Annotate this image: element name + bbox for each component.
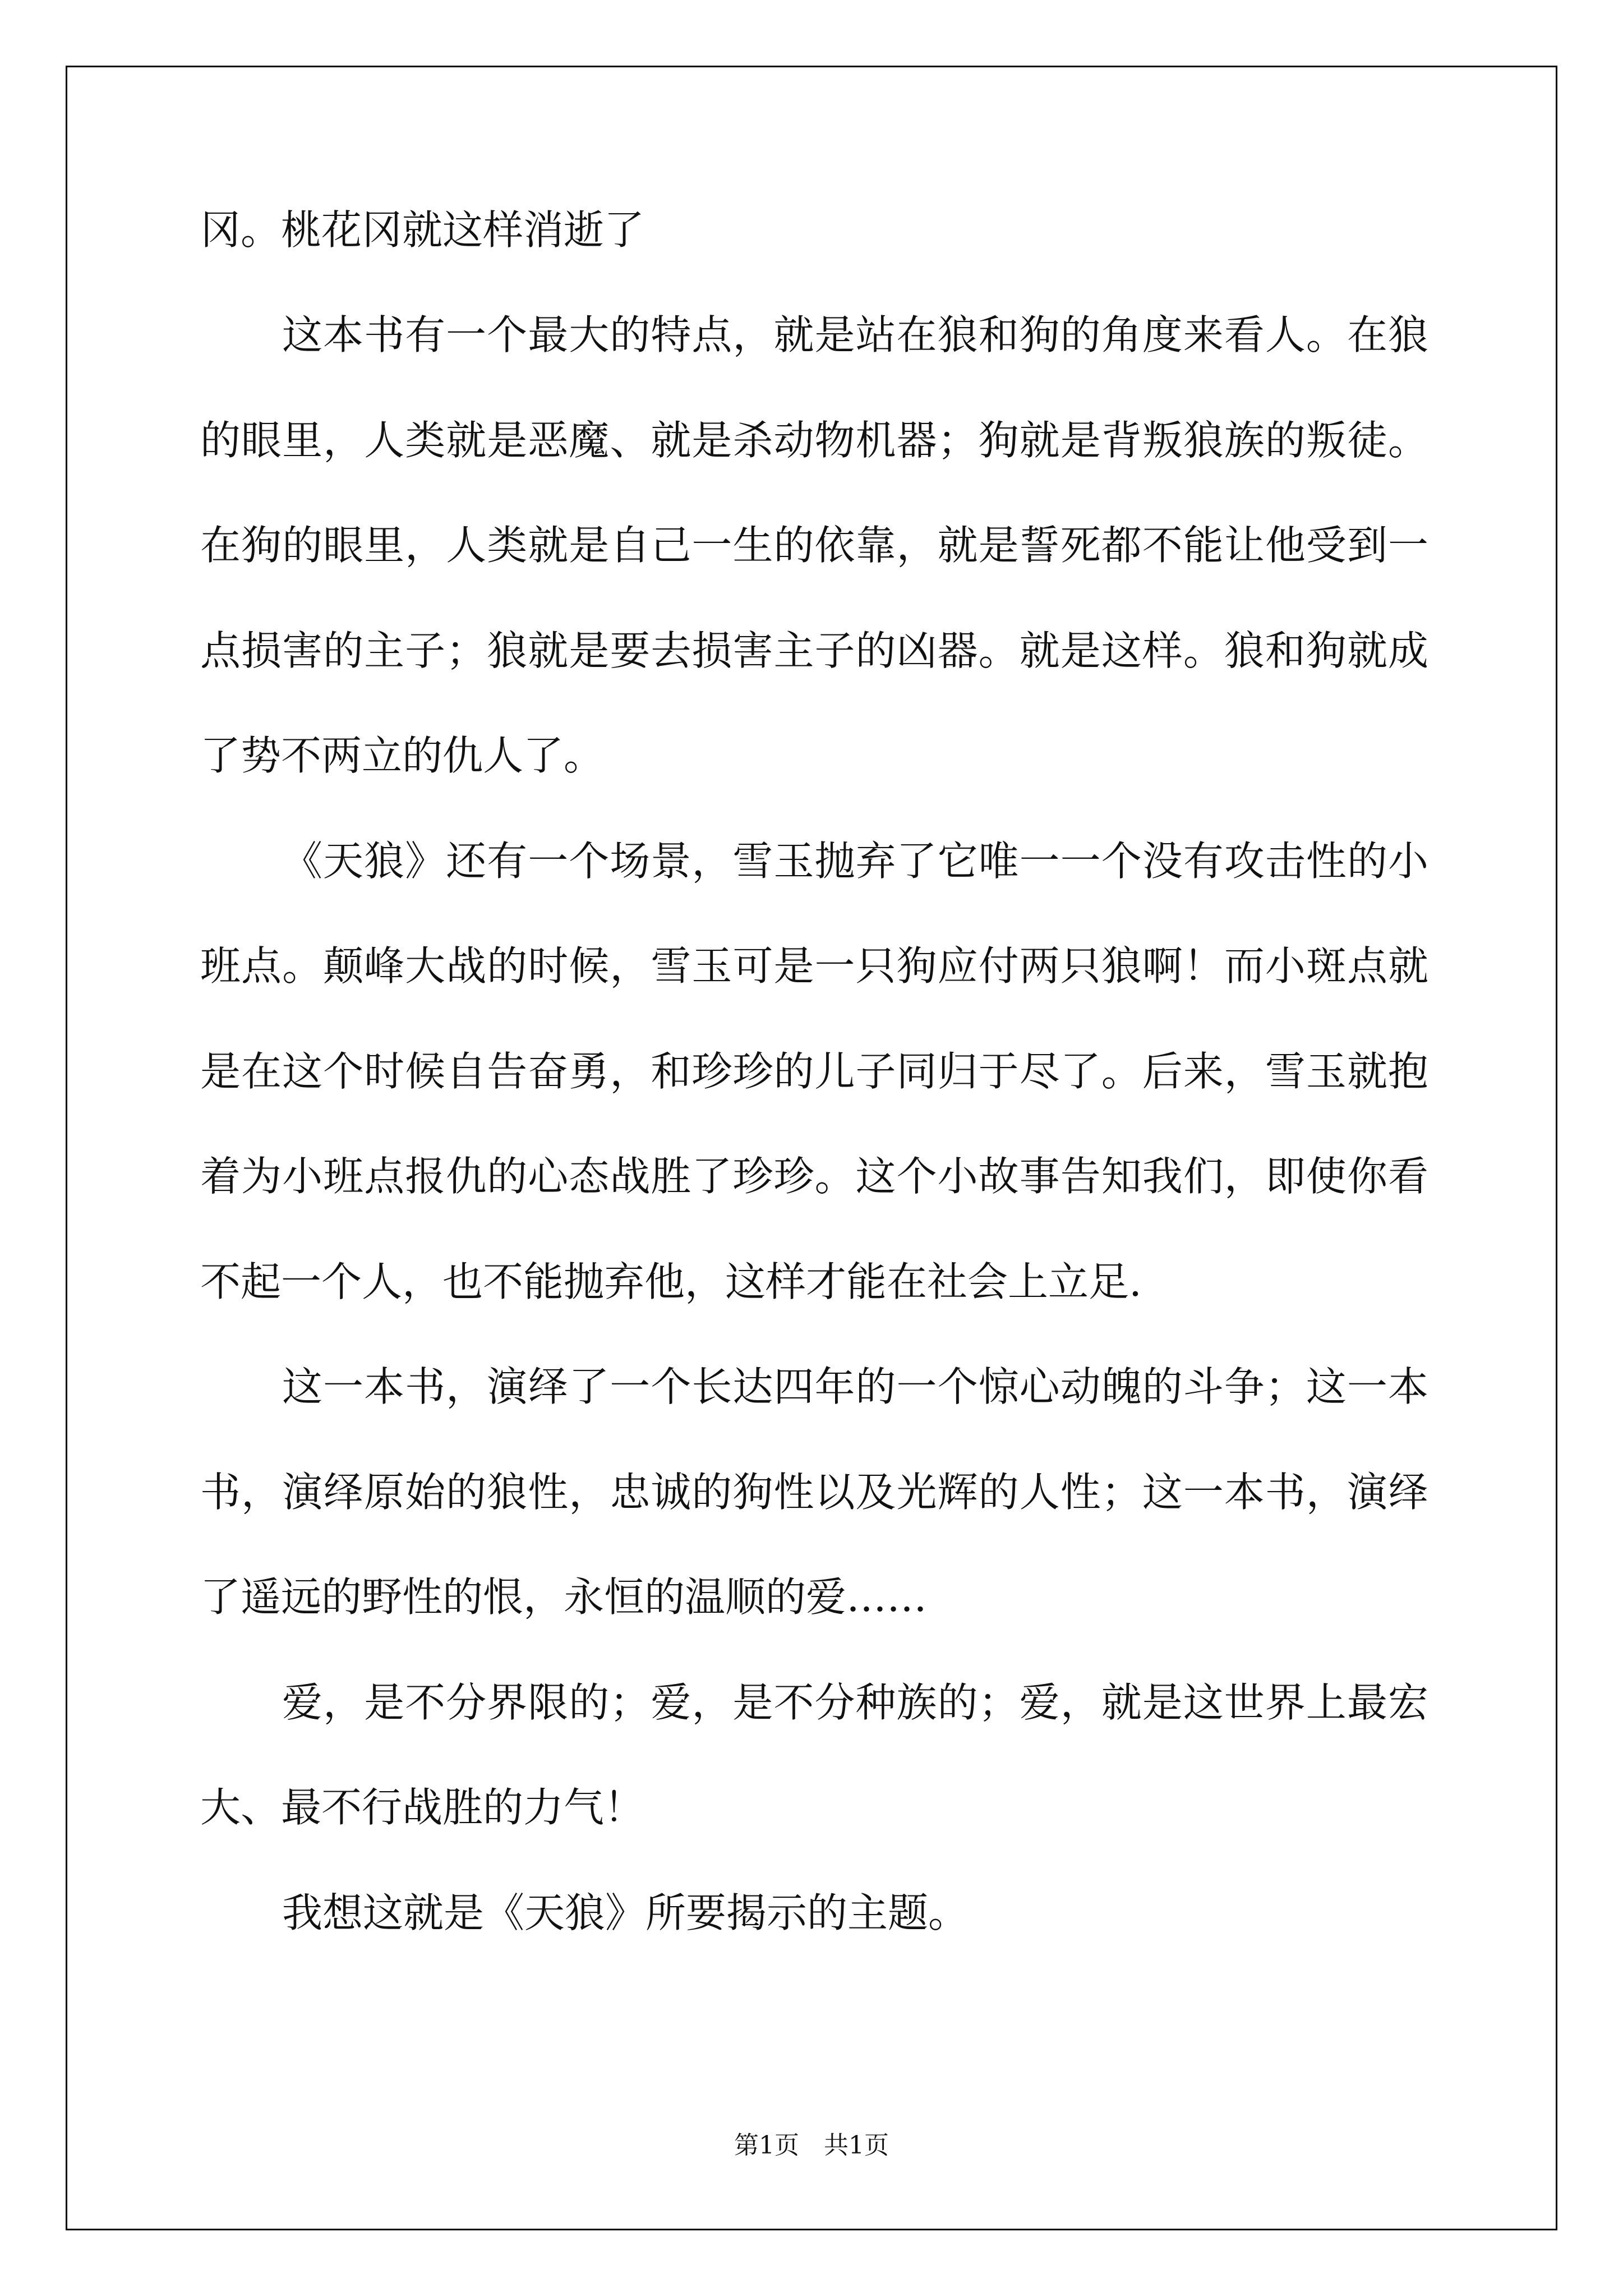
paragraph-first-line: 爱，是不分界限的；爱，是不分种族的；爱，就是这世界上最宏 — [282, 1679, 1428, 1726]
text-line: 不起一个人，也不能抛弃他，这样才能在社会上立足. — [200, 1258, 1142, 1305]
paragraph-first-line: 我想这就是《天狼》所要揭示的主题。 — [282, 1889, 969, 1936]
text-line: 冈。桃花冈就这样消逝了 — [200, 206, 645, 254]
paragraph-first-line: 这一本书，演绎了一个长达四年的一个惊心动魄的斗争；这一本 — [282, 1363, 1428, 1410]
paragraph-first-line: 《天狼》还有一个场景，雪玉抛弃了它唯一一个没有攻击性的小 — [282, 838, 1428, 885]
paragraph-first-line: 这本书有一个最大的特点，就是站在狼和狗的角度来看人。在狼 — [282, 311, 1428, 358]
text-line: 着为小班点报仇的心态战胜了珍珍。这个小故事告知我们，即使你看 — [200, 1153, 1428, 1200]
text-line: 了势不两立的仇人了。 — [200, 732, 605, 779]
page-number-footer: 第1页 共1页 — [734, 2131, 889, 2160]
text-line: 在狗的眼里，人类就是自己一生的依靠，就是誓死都不能让他受到一 — [200, 522, 1428, 569]
text-line: 的眼里，人类就是恶魔、就是杀动物机器；狗就是背叛狼族的叛徒。 — [200, 417, 1428, 464]
text-line: 班点。颠峰大战的时候，雪玉可是一只狗应付两只狼啊！而小斑点就 — [200, 942, 1428, 990]
text-line: 大、最不行战胜的力气！ — [200, 1784, 645, 1831]
text-line: 点损害的主子；狼就是要去损害主子的凶器。就是这样。狼和狗就成 — [200, 627, 1428, 674]
text-line: 书，演绎原始的狼性，忠诚的狗性以及光辉的人性；这一本书，演绎 — [200, 1469, 1428, 1516]
text-line: 是在这个时候自告奋勇，和珍珍的儿子同归于尽了。后来，雪玉就抱 — [200, 1048, 1428, 1095]
text-line: 了遥远的野性的恨，永恒的温顺的爱…… — [200, 1573, 928, 1621]
